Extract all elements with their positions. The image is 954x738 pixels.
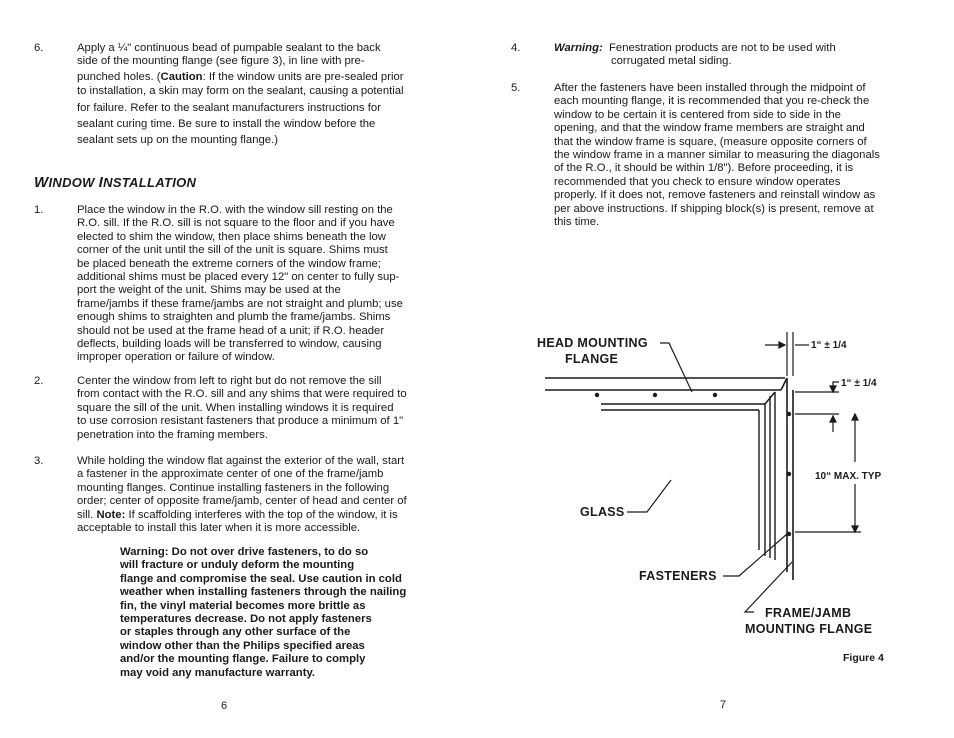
step-number: 2. (34, 375, 44, 387)
text-line: per above instructions. If shipping block(s) is present, remove at (554, 202, 874, 215)
text-line: corrugated metal siding. (611, 55, 732, 68)
title-rest: NSTALLATION (103, 175, 197, 190)
step-text (77, 455, 457, 535)
step-number: 3. (34, 455, 44, 467)
title-cap: W (34, 174, 49, 191)
section-title (34, 174, 196, 191)
text-line: deflects, building loads will be transferred to window, causing (77, 338, 382, 351)
text-line: enough shims to straighten and plumb the frame/jambs. Shims (77, 311, 391, 324)
head-flange-shape (545, 378, 787, 390)
text-line: each mounting flange, it is recommended that you re-check the (554, 95, 870, 108)
fasteners-leader (723, 534, 787, 576)
text-line: additional shims must be placed every 12" on center to fully sup- (77, 271, 400, 284)
text-line: frame/jambs if these frame/jambs are not straight and plumb; use (77, 297, 403, 310)
text-span: : If the window units are pre-sealed prior (202, 70, 404, 83)
warning-line: and/or the mounting flange. Failure to comply (120, 653, 366, 666)
page-number: 6 (221, 700, 228, 712)
warning-label: Warning: (554, 42, 603, 54)
label-line: FLANGE (565, 352, 619, 366)
text-line: recommended that you check to ensure window operates (554, 175, 841, 188)
top-dimension-label: 1“ ± 1/4 (811, 340, 847, 351)
warning-line: temperatures decrease. Do not apply fasteners (120, 613, 372, 626)
text-line: opening, and that the window frame members are straight and (554, 122, 865, 135)
page-number: 7 (720, 699, 727, 711)
text-line: this time. (554, 216, 600, 229)
text-line: be placed beneath the extreme corners of the window frame; (77, 257, 381, 270)
step-text (77, 204, 457, 365)
text-line: Place the window in the R.O. with the window sill resting on the (77, 204, 393, 216)
text-line: order; center of opposite frame/jamb, center of head and center of (77, 495, 407, 508)
spacing-dimension-label: 10“ MAX. TYP (815, 471, 882, 482)
text-line: to installation, a skin may form on the sealant, causing a potential (77, 85, 404, 98)
text-line: Center the window from left to right but do not remove the sill (77, 375, 382, 387)
step-text (77, 375, 457, 442)
text-line: elected to shim the window, then place shims beneath the low (77, 230, 386, 243)
text-line: a fastener in the approximate center of one of the frame/jamb (77, 468, 384, 481)
glass-label: GLASS (580, 505, 625, 519)
text-line: to use corrosion resistant fasteners that produce a minimum of 1" (77, 415, 404, 428)
text-line: R.O. sill. If the R.O. sill is not square to the floor and if you have (77, 217, 395, 230)
text-line: acceptable to install this later when it is more accessible. (77, 522, 361, 535)
label-line: MOUNTING FLANGE (745, 622, 873, 636)
window-flange-diagram (477, 0, 954, 738)
text-span: sill. (77, 508, 97, 521)
warning-block (120, 546, 440, 680)
frame-jamb-label (745, 605, 872, 637)
text-line: After the fasteners have been installed through the midpoint of (554, 82, 866, 94)
side-dimension-label: 1“ ± 1/4 (841, 378, 877, 389)
right-page (477, 0, 954, 738)
text-line: for failure. Refer to the sealant manufacturers instructions for (77, 101, 381, 114)
side-dimension (795, 382, 839, 432)
text-line: properly. If it does not, remove fasteners and reinstall window as (554, 189, 876, 202)
text-line: should not be used at the frame head of a unit; if R.O. header (77, 324, 385, 337)
jamb-flange-shape (787, 378, 793, 580)
text-line: the window frame in a manner similar to measuring the diagonals (554, 149, 880, 162)
text-line: from contact with the R.O. sill and any shims that were required to (77, 388, 407, 401)
step-number: 1. (34, 204, 44, 216)
text-span: If scaffolding interferes with the top of the window, it is (125, 508, 398, 521)
text-line: mounting flanges. Continue installing fasteners in the following (77, 481, 390, 494)
window-frame-shape (601, 392, 775, 560)
text-line: port the weight of the unit. Shims may be used at the (77, 284, 341, 297)
text-span: Fenestration products are not to be used with (609, 42, 836, 54)
warning-line: Warning: Do not over drive fasteners, to do so (120, 546, 369, 558)
text-line: sealant curing time. Be sure to install the window before the (77, 118, 376, 131)
text-line: While holding the window flat against the exterior of the wall, start (77, 455, 405, 467)
step-number: 4. (511, 42, 521, 54)
text-line: corner of the unit until the sill of the unit is square. Shims must (77, 244, 388, 257)
text-line: penetration into the framing members. (77, 428, 268, 441)
caution-label: Caution (160, 70, 203, 83)
step-number: 5. (511, 82, 521, 94)
warning-line: or staples through any other surface of the (120, 626, 351, 639)
fasteners-label: FASTENERS (639, 569, 717, 583)
warning-line: window other than the Philips specified areas (120, 639, 365, 652)
text-line: that the window frame is square, (measure opposite corners of (554, 135, 867, 148)
figure-caption: Figure 4 (843, 652, 884, 664)
note-label: Note: (96, 508, 126, 521)
warning-line: flange and compromise the seal. Use caution in cold (120, 572, 402, 585)
text-line: square the sill of the unit. When installing windows it is required (77, 401, 394, 414)
text-line: sealant sets up on the mounting flange.) (77, 134, 278, 147)
top-dimension (765, 332, 809, 376)
text-span: punched holes. ( (77, 70, 161, 83)
label-line: HEAD MOUNTING (537, 336, 648, 350)
text-line (77, 509, 457, 522)
warning-line: will fracture or unduly deform the mounting (120, 559, 355, 572)
text-line: improper operation or failure of window. (77, 351, 275, 364)
title-cap: I (98, 174, 104, 191)
text-line: of the R.O., it should be within 1/8"). Before proceeding, it is (554, 162, 854, 175)
head-leader (660, 343, 692, 392)
step-text (77, 42, 457, 148)
warning-line: weather when installing fasteners through the nailing (120, 586, 407, 599)
warning-line: fin, the vinyl material becomes more brittle as (120, 599, 366, 612)
text-line: window to be certain it is centered from side to side in the (554, 108, 841, 121)
warning-line: may void any manufacture warranty. (120, 666, 316, 679)
glass-leader (627, 480, 671, 512)
text-line: Apply a ¼" continuous bead of pumpable sealant to the back (77, 42, 381, 54)
text-line: side of the mounting flange (see figure 3), in line with pre- (77, 55, 365, 68)
head-flange-label (537, 335, 648, 367)
title-rest: INDOW (48, 175, 99, 190)
step-number: 6. (34, 42, 44, 54)
label-line: FRAME/JAMB (765, 606, 852, 620)
text-line (77, 71, 457, 84)
